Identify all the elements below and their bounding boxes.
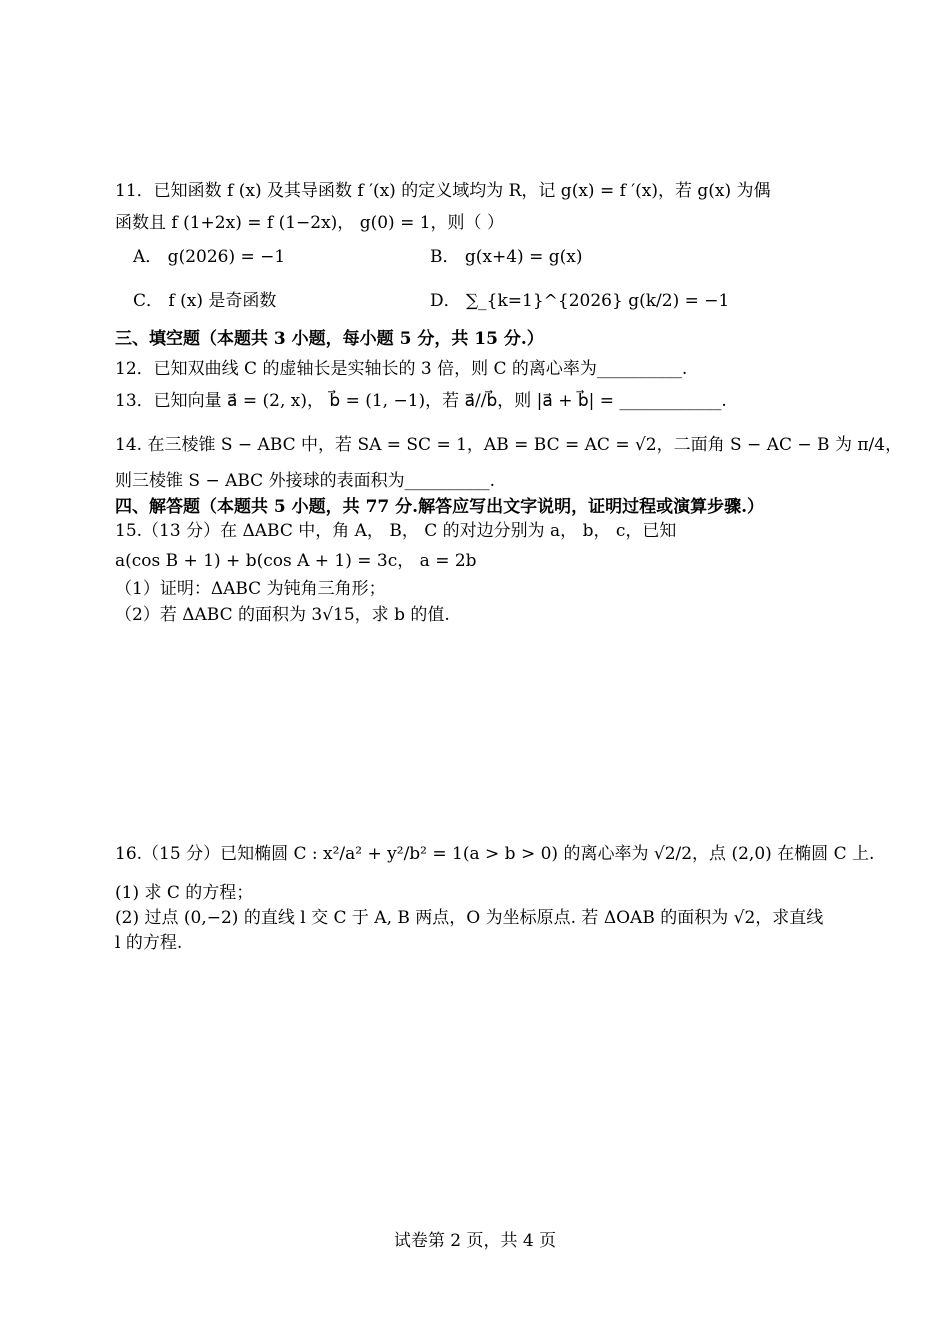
q11-option-d: D． ∑_{k=1}^{2026} g(k/2) = −1 bbox=[430, 291, 730, 311]
page-footer: 试卷第 2 页，共 4 页 bbox=[393, 1231, 557, 1251]
q11-stem-line2: 函数且 f (1+2x) = f (1−2x)， g(0) = 1，则（ ） bbox=[115, 213, 504, 233]
q16-line1: 16.（15 分）已知椭圆 C : x²/a² + y²/b² = 1(a > b > 0) 的离心率为 √2/2，点 (2,0) 在椭圆 C 上. bbox=[115, 844, 875, 864]
q15-part2: （2）若 ΔABC 的面积为 3√15，求 b 的值. bbox=[115, 605, 450, 625]
section-fill-in-heading: 三、填空题（本题共 3 小题，每小题 5 分，共 15 分.） bbox=[115, 329, 544, 349]
q16-line4: l 的方程. bbox=[115, 933, 183, 953]
q15-part1: （1）证明：ΔABC 为钝角三角形； bbox=[115, 579, 386, 599]
q16-part1: (1) 求 C 的方程； bbox=[115, 883, 254, 903]
q15-line1: 15.（13 分）在 ΔABC 中，角 A， B， C 的对边分别为 a， b， c，已知 bbox=[115, 521, 677, 541]
q11-option-b: B． g(x+4) = g(x) bbox=[430, 247, 583, 267]
q11-stem-line1: 11．已知函数 f (x) 及其导函数 f ′(x) 的定义域均为 R，记 g(x) = f ′(x)，若 g(x) 为偶 bbox=[115, 181, 771, 201]
question-13: 13．已知向量 a⃗ = (2, x)， b⃗ = (1, −1)，若 a⃗//b⃗，则 |a⃗ + b⃗| = ____________. bbox=[115, 391, 727, 411]
q14-line2: 则三棱锥 S − ABC 外接球的表面积为__________. bbox=[115, 471, 496, 491]
section-solution-heading: 四、解答题（本题共 5 小题，共 77 分.解答应写出文字说明，证明过程或演算步骤.） bbox=[115, 497, 764, 517]
q11-option-c: C． f (x) 是奇函数 bbox=[133, 291, 277, 311]
q16-part2: (2) 过点 (0,−2) 的直线 l 交 C 于 A, B 两点，O 为坐标原点. 若 ΔOAB 的面积为 √2，求直线 bbox=[115, 908, 824, 928]
question-12: 12．已知双曲线 C 的虚轴长是实轴长的 3 倍，则 C 的离心率为__________. bbox=[115, 359, 688, 379]
q14-line1: 14. 在三棱锥 S − ABC 中，若 SA = SC = 1，AB = BC = AC = √2，二面角 S − AC − B 为 π/4， bbox=[115, 435, 903, 455]
q15-line2: a(cos B + 1) + b(cos A + 1) = 3c， a = 2b bbox=[115, 551, 477, 571]
q11-option-a: A． g(2026) = −1 bbox=[133, 247, 286, 267]
